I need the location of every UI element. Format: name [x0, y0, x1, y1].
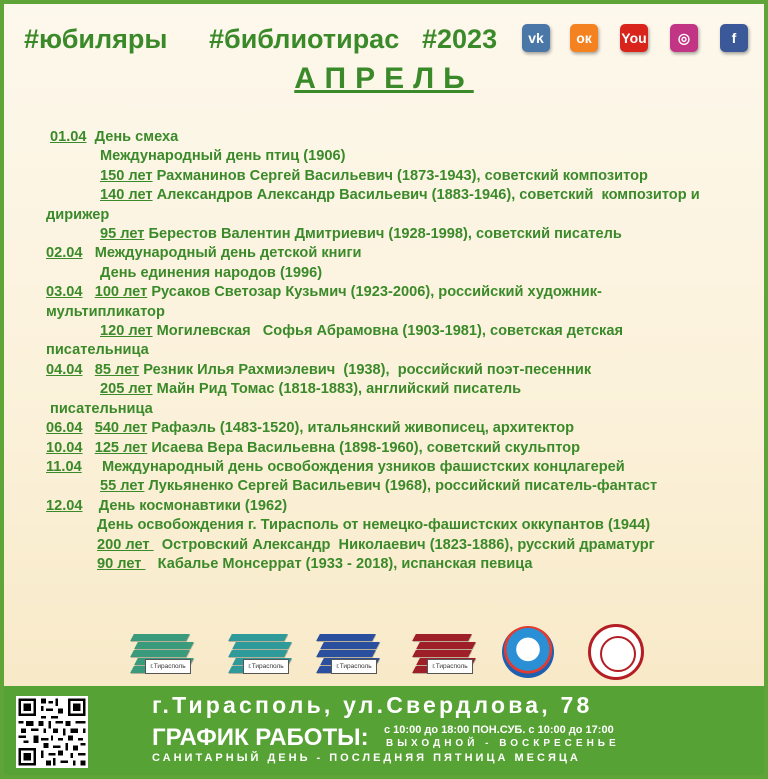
book-icon [416, 642, 476, 649]
event-text: дирижер [46, 206, 110, 223]
anniversary-years: 150 лет [100, 167, 153, 184]
book-icon [134, 642, 194, 649]
event-text: Резник Илья Рахмиэлевич (1938), российский поэт-песенник [139, 361, 592, 378]
list-item [42, 419, 742, 438]
list-item [42, 283, 742, 302]
list-item [42, 516, 742, 535]
branch-label: г.Тирасполь [331, 659, 377, 674]
event-date: 03.04 [46, 284, 83, 301]
date-gap [83, 420, 95, 436]
anniversary-years: 205 лет [100, 381, 153, 398]
instagram-icon[interactable]: ◎ [670, 24, 698, 52]
event-date: 10.04 [46, 439, 83, 456]
event-text: писательница [46, 342, 149, 359]
date-gap [83, 498, 99, 514]
library-emblem-icon [502, 626, 554, 678]
facebook-icon[interactable]: f [720, 24, 748, 52]
event-date: 02.04 [46, 245, 83, 262]
list-item [42, 341, 742, 360]
event-text: Международный день птиц (1906) [100, 148, 346, 165]
list-item [42, 555, 742, 574]
branch-logos [4, 622, 764, 684]
list-item [42, 206, 742, 225]
list-item [42, 128, 742, 147]
library-address: г.Тирасполь, ул.Свердлова, 78 [152, 692, 593, 718]
hashtag-year[interactable]: #2023 [422, 24, 498, 54]
book-icon [320, 642, 380, 649]
hashtag-jubilees[interactable]: #юбиляры [24, 24, 168, 54]
event-text: День освобождения г. Тирасполь от немецко-фашистских оккупантов (1944) [97, 517, 651, 534]
event-text: Лукьяненко Сергей Васильевич (1968), российский писатель-фантаст [144, 478, 658, 495]
book-icon [228, 650, 288, 657]
anniversary-years: 200 лет [97, 536, 154, 553]
book-icon [130, 650, 190, 657]
event-text: День космонавтики (1962) [98, 497, 288, 514]
sanitary-day: САНИТАРНЫЙ ДЕНЬ - ПОСЛЕДНЯЯ ПЯТНИЦА МЕСЯЦА [152, 752, 581, 764]
date-gap [83, 284, 95, 300]
event-text: Могилевская Софья Абрамовна (1903-1981), советская детская [152, 323, 623, 340]
book-icon [316, 634, 376, 641]
vk-icon[interactable]: vk [522, 24, 550, 52]
event-text: Рафаэль (1483-1520), итальянский живописец, архитектор [147, 420, 575, 437]
anniversary-years: 95 лет [100, 226, 145, 243]
qr-code-icon[interactable] [16, 696, 88, 768]
list-item [42, 186, 742, 205]
event-text: Кабалье Монсеррат (1933 - 2018), испанская певица [145, 555, 533, 572]
list-item [42, 361, 742, 380]
event-text: мультипликатор [46, 303, 165, 320]
hashtag-bibliotiras[interactable]: #библиотирас [209, 24, 400, 54]
book-icon [412, 634, 472, 641]
event-text: Международный день детской книги [94, 245, 362, 262]
date-gap [83, 245, 95, 261]
event-text: Рахманинов Сергей Васильевич (1873-1943), советский композитор [152, 167, 648, 184]
book-icon [316, 650, 376, 657]
date-gap [83, 440, 95, 456]
list-item [42, 147, 742, 166]
list-item [42, 536, 742, 555]
book-icon [130, 634, 190, 641]
event-text: Майн Рид Томас (1818-1883), английский писатель [152, 381, 522, 398]
event-text: Берестов Валентин Дмитриевич (1928-1998), советский писатель [144, 226, 622, 243]
branch-label: г.Тирасполь [145, 659, 191, 674]
list-item [42, 497, 742, 516]
youtube-icon[interactable]: You [620, 24, 648, 52]
branch-label: г.Тирасполь [427, 659, 473, 674]
event-text: Александров Александр Васильевич (1883-1946), советский композитор и [152, 187, 700, 204]
footer-bar [4, 686, 764, 779]
event-date: 06.04 [46, 420, 83, 437]
book-icon [412, 650, 472, 657]
days-off: ВЫХОДНОЙ - ВОСКРЕСЕНЬЕ [386, 738, 620, 749]
branch-logo-icon [230, 634, 292, 680]
branch-logo-icon [414, 634, 476, 680]
event-text: писательница [50, 400, 153, 417]
anniversary-years: 125 лет [94, 439, 148, 456]
hours-label: ГРАФИК РАБОТЫ: [152, 724, 369, 751]
list-item [42, 264, 742, 283]
date-gap [87, 129, 95, 145]
event-date: 12.04 [46, 497, 83, 514]
event-date: 11.04 [46, 458, 82, 475]
list-item [42, 458, 742, 477]
anniversary-years: 100 лет [94, 284, 148, 301]
anniversary-list [42, 128, 742, 574]
event-text: Международный день освобождения узников фашистских концлагерей [102, 458, 625, 475]
anniversary-years: 90 лет [97, 555, 146, 572]
anniversary-years: 85 лет [94, 361, 140, 378]
list-item [42, 303, 742, 322]
branch-logo-icon [318, 634, 380, 680]
branch-label: г.Тирасполь [243, 659, 289, 674]
event-date: 01.04 [50, 129, 87, 145]
date-gap [83, 362, 95, 378]
list-item [42, 322, 742, 341]
book-icon [228, 634, 288, 641]
list-item [42, 439, 742, 458]
list-item [42, 477, 742, 496]
anniversary-years: 120 лет [100, 323, 153, 340]
hours-weekdays: с 10:00 до 18:00 ПОН.СУБ. с 10:00 до 17:00 [384, 724, 614, 736]
list-item [42, 167, 742, 186]
event-text: Исаева Вера Васильевна (1898-1960), советский скульптор [147, 439, 580, 456]
book-icon [232, 642, 292, 649]
event-text: Островский Александр Николаевич (1823-1886), русский драматург [153, 536, 655, 553]
anniversary-years: 140 лет [100, 187, 153, 204]
branch-logo-icon [132, 634, 194, 680]
anniversary-years: 540 лет [94, 420, 148, 437]
date-gap [82, 459, 102, 475]
odnoklassniki-icon[interactable]: ок [570, 24, 598, 52]
event-date: 04.04 [46, 361, 83, 378]
list-item [42, 380, 742, 399]
list-item [42, 244, 742, 263]
event-text: День единения народов (1996) [100, 264, 323, 281]
event-text: Русаков Светозар Кузьмич (1923-2006), российский художник- [147, 284, 602, 301]
event-text: День смеха [94, 129, 179, 145]
month-title: АПРЕЛЬ [294, 62, 474, 95]
library-seal-icon [588, 624, 644, 680]
anniversary-years: 55 лет [100, 478, 145, 495]
list-item [42, 225, 742, 244]
list-item [42, 400, 742, 419]
